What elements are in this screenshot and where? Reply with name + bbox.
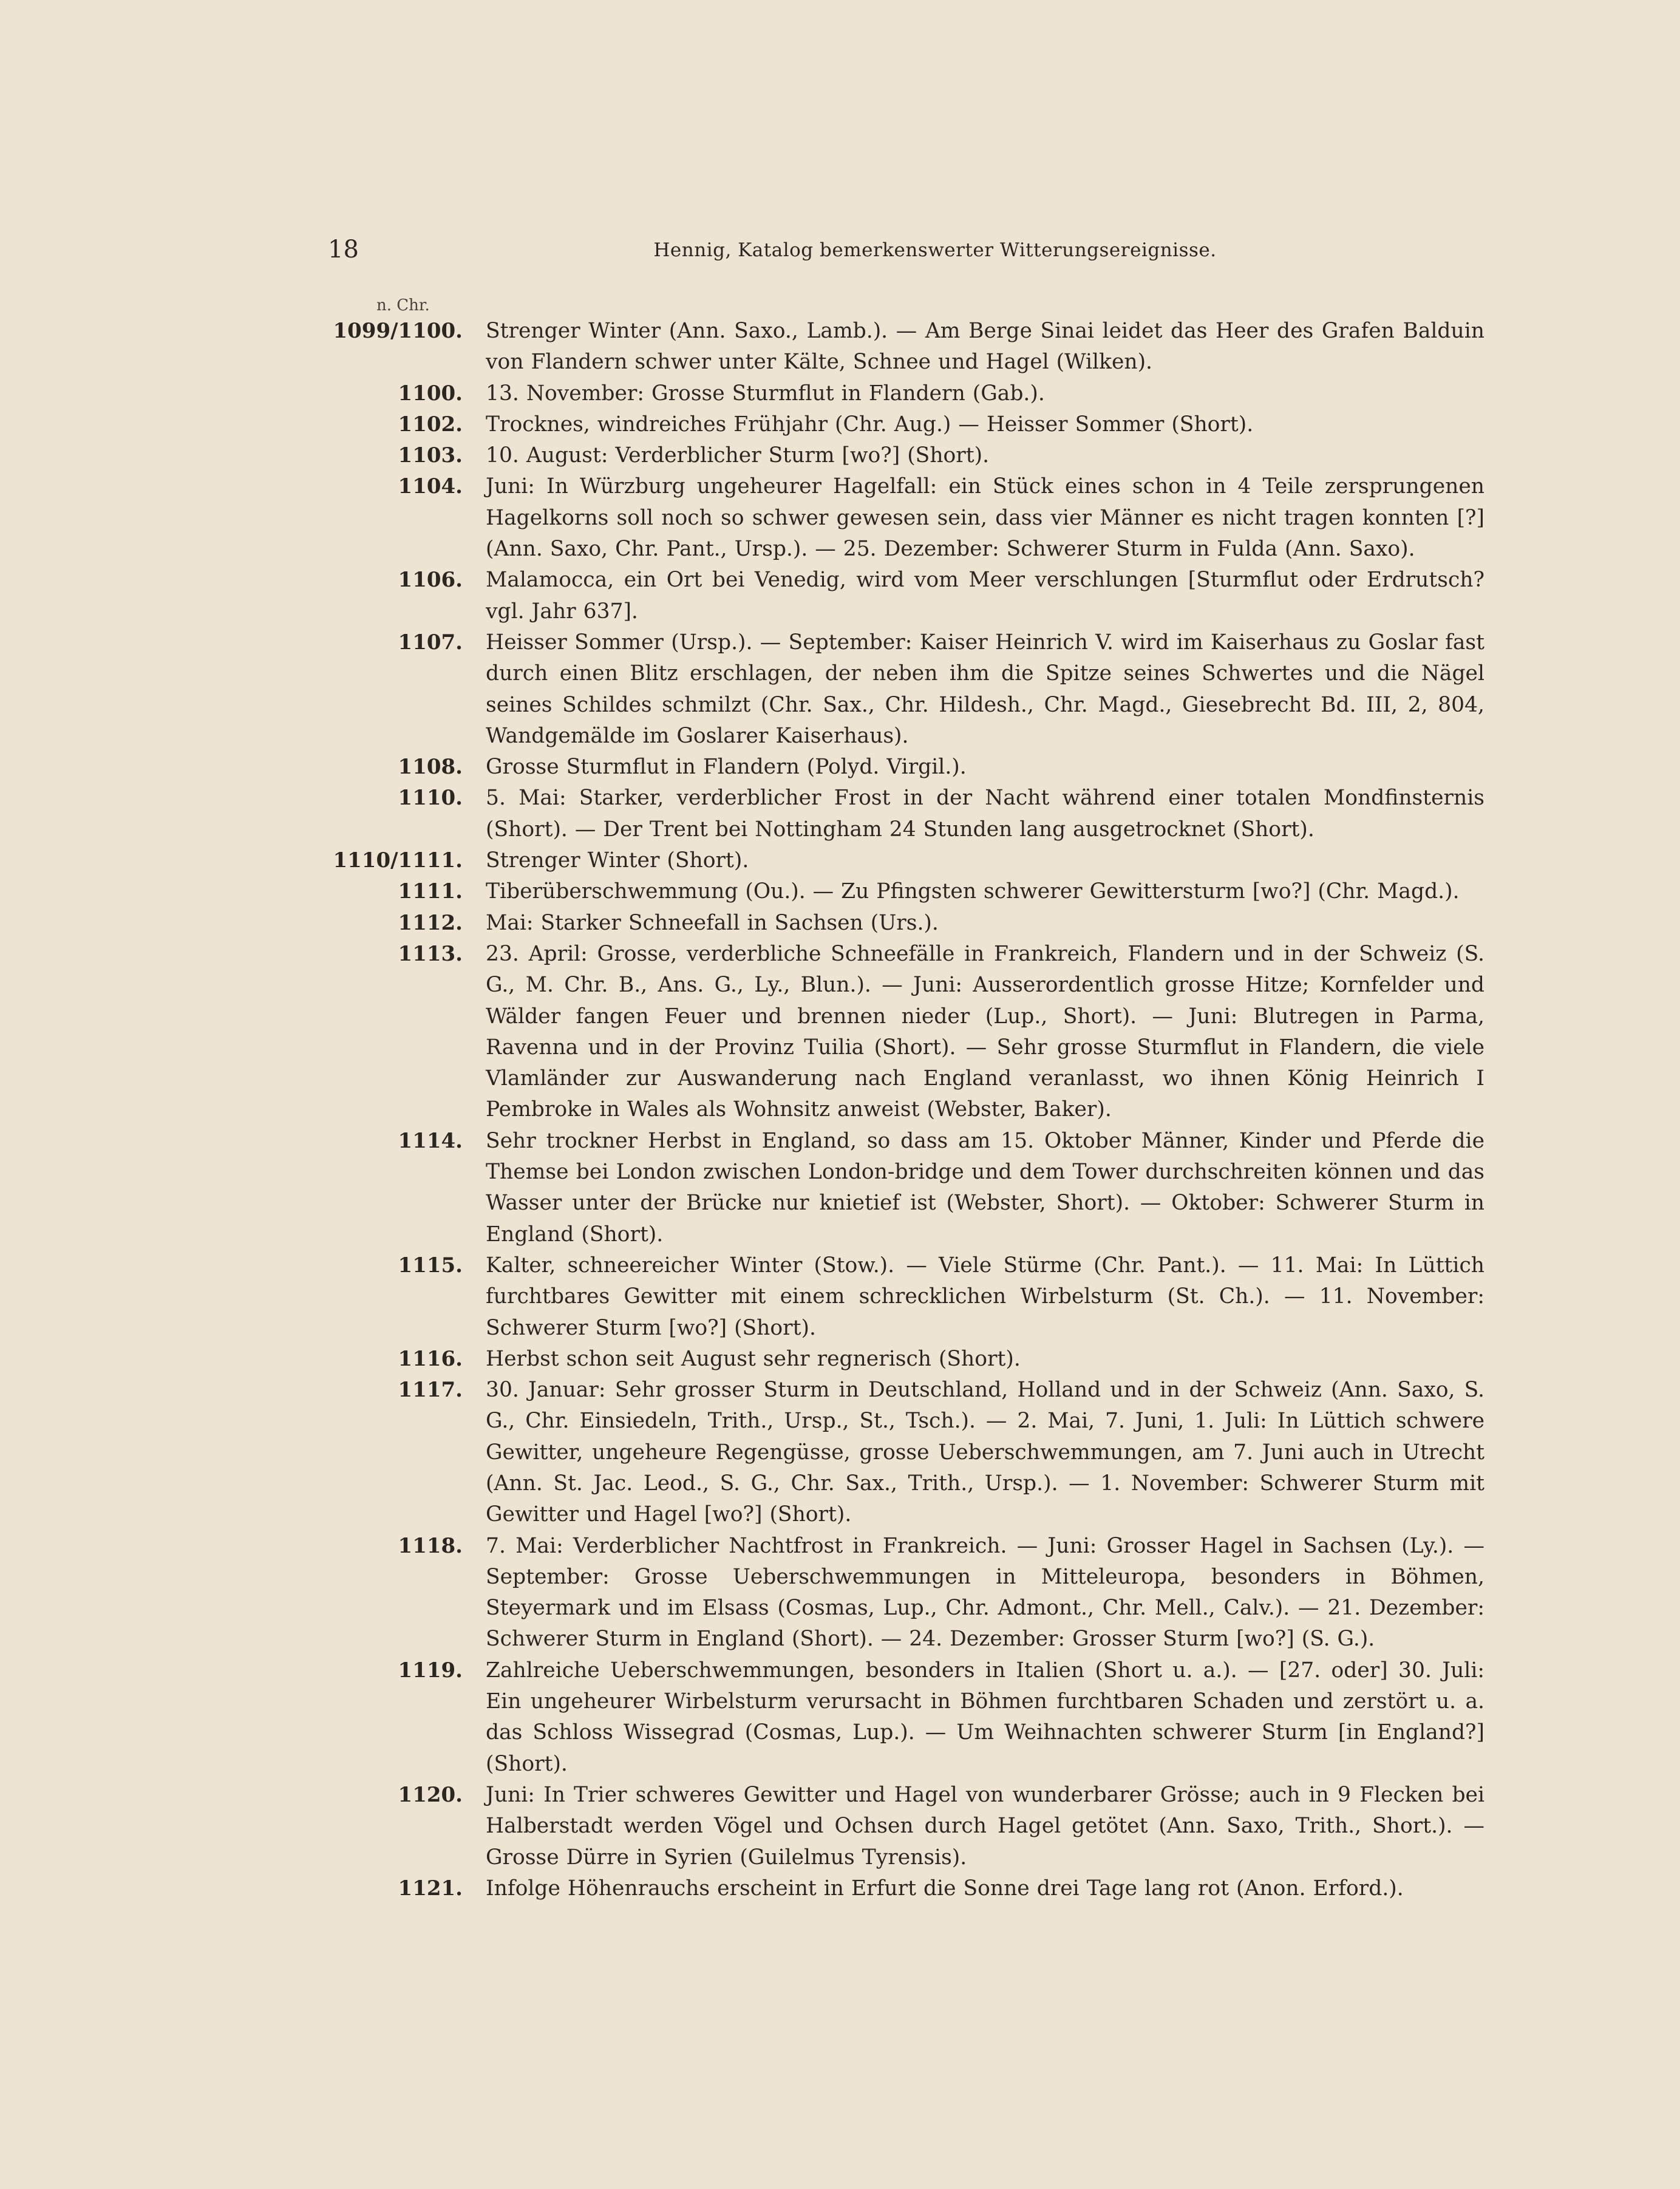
- chronicle-entry: [328, 1780, 1484, 1873]
- entry-text: Infolge Höhenrauchs erscheint in Erfurt die Sonne drei Tage lang rot (Anon. Erford.).: [486, 1876, 1404, 1901]
- entry-year: 1121.: [398, 1876, 463, 1901]
- entry-text: Herbst schon seit August sehr regnerisch (Short).: [486, 1346, 1021, 1371]
- entry-year: 1118.: [398, 1533, 463, 1558]
- entry-text: Malamocca, ein Ort bei Venedig, wird vom Meer verschlungen [Sturmflut oder Erdrutsch? vgl. Jahr 637].: [486, 568, 1484, 624]
- chronicle-entry: [328, 440, 1484, 471]
- entry-year: 1120.: [398, 1782, 463, 1807]
- entry-text: Sehr trockner Herbst in England, so dass am 15. Oktober Männer, Kinder und Pferde die Themse bei London zwischen London-bridge und dem Tower durchschreiten können und das Wasser unter der Brücke nur knietief ist (Webster, Short). — Oktober: Schwerer Sturm in England (Short).: [486, 1128, 1484, 1247]
- chronicle-entry: [328, 627, 1484, 752]
- chronicle-entry: [328, 908, 1484, 939]
- entry-text: 13. November: Grosse Sturmflut in Flandern (Gab.).: [486, 381, 1045, 406]
- era-label: n. Chr.: [376, 296, 430, 315]
- entry-text: Trocknes, windreiches Frühjahr (Chr. Aug.) — Heisser Sommer (Short).: [486, 412, 1254, 437]
- entry-year: 1116.: [398, 1346, 463, 1371]
- chronicle-entry: [328, 1344, 1484, 1375]
- chronicle-entry: [328, 1250, 1484, 1344]
- entry-text: 30. Januar: Sehr grosser Sturm in Deutschland, Holland und in der Schweiz (Ann. Saxo, S. G., Chr. Einsiedeln, Trith., Ursp., St., Tsch.). — 2. Mai, 7. Juni, 1. Juli: In Lüttich schwere Gewitter, ungeheure Regengüsse, grosse Ueberschwemmungen, am 7. Juni auch in Utrecht (Ann. St. Jac. Leod., S. G., Chr. Sax., Trith., Ursp.). — 1. November: Schwerer Sturm mit Gewitter und Hagel [wo?] (Short).: [486, 1378, 1484, 1527]
- chronicle-entry: [328, 378, 1484, 409]
- entry-text: Grosse Sturmflut in Flandern (Polyd. Virgil.).: [486, 755, 967, 780]
- entry-year: 1103.: [398, 443, 463, 468]
- entry-year: 1114.: [398, 1128, 463, 1153]
- page-number: 18: [328, 236, 359, 264]
- entry-text: Tiberüberschwemmung (Ou.). — Zu Pfingsten schwerer Gewittersturm [wo?] (Chr. Magd.).: [486, 879, 1460, 904]
- entry-year: 1119.: [398, 1658, 463, 1683]
- entry-year: 1108.: [398, 755, 463, 780]
- chronicle-entry: [328, 1655, 1484, 1780]
- running-title: Hennig, Katalog bemerkenswerter Witterungsereignisse.: [653, 239, 1217, 261]
- chronicle-entry: [328, 471, 1484, 565]
- chronicle-entry: [328, 845, 1484, 876]
- entry-year: 1102.: [398, 412, 463, 437]
- entry-text: Mai: Starker Schneefall in Sachsen (Urs.).: [486, 910, 939, 935]
- entry-text: Kalter, schneereicher Winter (Stow.). — Viele Stürme (Chr. Pant.). — 11. Mai: In Lüttich furchtbares Gewitter mit einem schrecklichen Wirbelsturm (St. Ch.). — 11. November: Schwerer Sturm [wo?] (Short).: [486, 1253, 1484, 1340]
- chronicle-entry: [328, 409, 1484, 440]
- entry-year: 1117.: [398, 1378, 463, 1403]
- chronicle-entry: [328, 1126, 1484, 1250]
- entry-year: 1106.: [398, 568, 463, 593]
- page-header: [328, 236, 1481, 266]
- entry-text: Strenger Winter (Ann. Saxo., Lamb.). — Am Berge Sinai leidet das Heer des Grafen Balduin von Flandern schwer unter Kälte, Schnee und Hagel (Wilken).: [486, 319, 1484, 375]
- chronicle-entry: [328, 752, 1484, 783]
- entry-text: Juni: In Würzburg ungeheurer Hagelfall: ein Stück eines schon in 4 Teile zersprungenen Hagelkorns soll noch so schwer gewesen sein, dass vier Männer es nicht tragen konnten [?] (Ann. Saxo, Chr. Pant., Ursp.). — 25. Dezember: Schwerer Sturm in Fulda (Ann. Saxo).: [486, 474, 1484, 562]
- entry-year: 1099/1100.: [333, 319, 463, 343]
- entry-text: 23. April: Grosse, verderbliche Schneefälle in Frankreich, Flandern und in der Schweiz (S. G., M. Chr. B., Ans. G., Ly., Blun.). — Juni: Ausserordentlich grosse Hitze; Kornfelder und Wälder fangen Feuer und brennen nieder (Lup., Short). — Juni: Blutregen in Parma, Ravenna und in der Provinz Tuilia (Short). — Sehr grosse Sturmflut in Flandern, die viele Vlamländer zur Auswanderung nach England veranlasst, wo ihnen König Heinrich I Pembroke in Wales als Wohnsitz anweist (Webster, Baker).: [486, 941, 1484, 1122]
- entry-text: 5. Mai: Starker, verderblicher Frost in der Nacht während einer totalen Mondfinsternis (Short). — Der Trent bei Nottingham 24 Stunden lang ausgetrocknet (Short).: [486, 786, 1484, 842]
- entry-year: 1100.: [398, 381, 463, 406]
- entry-year: 1107.: [398, 630, 463, 655]
- chronicle-entry: [328, 939, 1484, 1126]
- entry-text: Heisser Sommer (Ursp.). — September: Kaiser Heinrich V. wird im Kaiserhaus zu Goslar fast durch einen Blitz erschlagen, der neben ihm die Spitze seines Schwertes und die Nägel seines Schildes schmilzt (Chr. Sax., Chr. Hildesh., Chr. Magd., Giesebrecht Bd. III, 2, 804, Wandgemälde im Goslarer Kaiserhaus).: [486, 630, 1484, 748]
- chronicle-entry: [328, 783, 1484, 845]
- chronicle-entry: [328, 1375, 1484, 1530]
- chronicle-entry: [328, 1531, 1484, 1655]
- entry-text: 7. Mai: Verderblicher Nachtfrost in Frankreich. — Juni: Grosser Hagel in Sachsen (Ly.). — September: Grosse Ueberschwemmungen in Mitteleuropa, besonders in Böhmen, Steyermark und im Elsass (Cosmas, Lup., Chr. Admont., Chr. Mell., Calv.). — 21. Dezember: Schwerer Sturm in England (Short). — 24. Dezember: Grosser Sturm [wo?] (S. G.).: [486, 1533, 1484, 1652]
- entry-text: Zahlreiche Ueberschwemmungen, besonders in Italien (Short u. a.). — [27. oder] 30. Juli: Ein ungeheurer Wirbelsturm verursacht in Böhmen furchtbaren Schaden und zerstört u. a. das Schloss Wissegrad (Cosmas, Lup.). — Um Weihnachten schwerer Sturm [in England?] (Short).: [486, 1658, 1484, 1776]
- chronicle-entry: [328, 565, 1484, 627]
- entry-text: 10. August: Verderblicher Sturm [wo?] (Short).: [486, 443, 990, 468]
- chronicle-entry: [328, 876, 1484, 907]
- entry-year: 1110/1111.: [333, 848, 463, 873]
- chronicle-entry: [328, 1873, 1484, 1904]
- entry-text: Juni: In Trier schweres Gewitter und Hagel von wunderbarer Grösse; auch in 9 Flecken bei Halberstadt werden Vögel und Ochsen durch Hagel getötet (Ann. Saxo, Trith., Short.). — Grosse Dürre in Syrien (Guilelmus Tyrensis).: [486, 1782, 1484, 1870]
- entry-year: 1111.: [398, 879, 463, 904]
- entry-text: Strenger Winter (Short).: [486, 848, 749, 873]
- entry-year: 1115.: [398, 1253, 463, 1278]
- chronicle-entries: [328, 316, 1484, 1904]
- entry-year: 1112.: [398, 910, 463, 935]
- chronicle-entry: [328, 316, 1484, 378]
- entry-year: 1110.: [398, 786, 463, 811]
- entry-year: 1113.: [398, 941, 463, 966]
- entry-year: 1104.: [398, 474, 463, 499]
